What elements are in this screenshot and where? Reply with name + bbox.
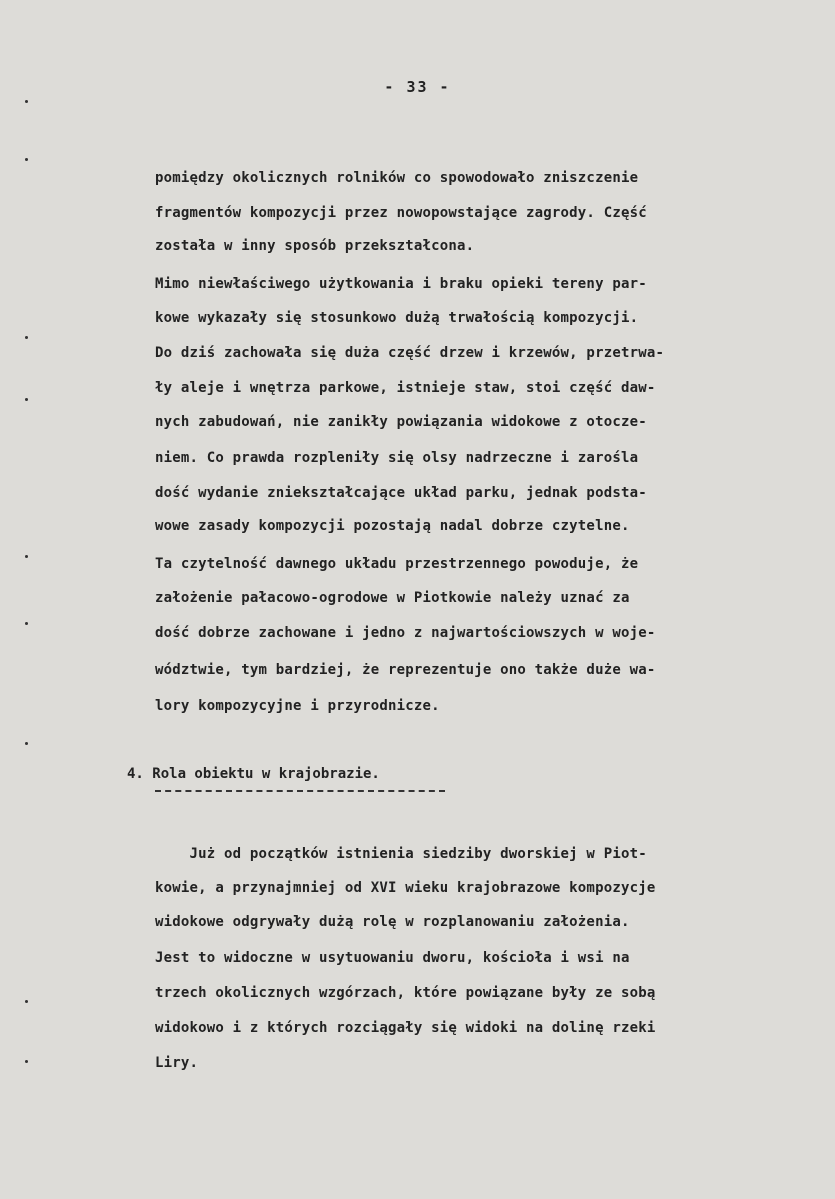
text-line: Ta czytelność dawnego układu przestrzennego powoduje, że	[155, 556, 639, 572]
text-line: wowe zasady kompozycji pozostają nadal dobrze czytelne.	[155, 518, 630, 534]
margin-dot	[25, 336, 28, 339]
text-line: dość dobrze zachowane i jedno z najwartościowszych w woje-	[155, 625, 656, 641]
margin-dot	[25, 622, 28, 625]
section-heading: 4. Rola obiektu w krajobrazie.	[127, 766, 380, 782]
margin-dot	[25, 555, 28, 558]
margin-dot	[25, 742, 28, 745]
text-line: wództwie, tym bardziej, że reprezentuje ono także duże wa-	[155, 662, 656, 678]
text-line: Już od początków istnienia siedziby dworskiej w Piot-	[155, 846, 647, 862]
text-line: Mimo niewłaściwego użytkowania i braku opieki tereny par-	[155, 276, 647, 292]
text-line: kowie, a przynajmniej od XVI wieku krajobrazowe kompozycje	[155, 880, 656, 896]
text-line: lory kompozycyjne i przyrodnicze.	[155, 698, 440, 714]
text-line: Do dziś zachowała się duża część drzew i krzewów, przetrwa-	[155, 345, 665, 361]
heading-underline	[155, 790, 445, 792]
text-line: założenie pałacowo-ogrodowe w Piotkowie należy uznać za	[155, 590, 630, 606]
text-line: kowe wykazały się stosunkowo dużą trwałością kompozycji.	[155, 310, 639, 326]
page-number: - 33 -	[384, 78, 451, 96]
margin-dot	[25, 1060, 28, 1063]
text-line: fragmentów kompozycji przez nowopowstające zagrody. Część	[155, 205, 647, 221]
text-line: Liry.	[155, 1055, 199, 1071]
text-line: Jest to widoczne w usytuowaniu dworu, kościoła i wsi na	[155, 950, 630, 966]
text-line: nych zabudowań, nie zanikły powiązania widokowe z otocze-	[155, 414, 647, 430]
text-line: widokowo i z których rozciągały się widoki na dolinę rzeki	[155, 1020, 656, 1036]
text-line: została w inny sposób przekształcona.	[155, 238, 475, 254]
margin-dot	[25, 100, 28, 103]
margin-dot	[25, 158, 28, 161]
margin-dot	[25, 398, 28, 401]
text-line: widokowe odgrywały dużą rolę w rozplanowaniu założenia.	[155, 914, 630, 930]
margin-dot	[25, 1000, 28, 1003]
text-line: niem. Co prawda rozpleniły się olsy nadrzeczne i zarośla	[155, 450, 639, 466]
text-line: pomiędzy okolicznych rolników co spowodowało zniszczenie	[155, 170, 639, 186]
text-line: ły aleje i wnętrza parkowe, istnieje staw, stoi część daw-	[155, 380, 656, 396]
text-line: trzech okolicznych wzgórzach, które powiązane były ze sobą	[155, 985, 656, 1001]
text-line: dość wydanie zniekształcające układ parku, jednak podsta-	[155, 485, 647, 501]
